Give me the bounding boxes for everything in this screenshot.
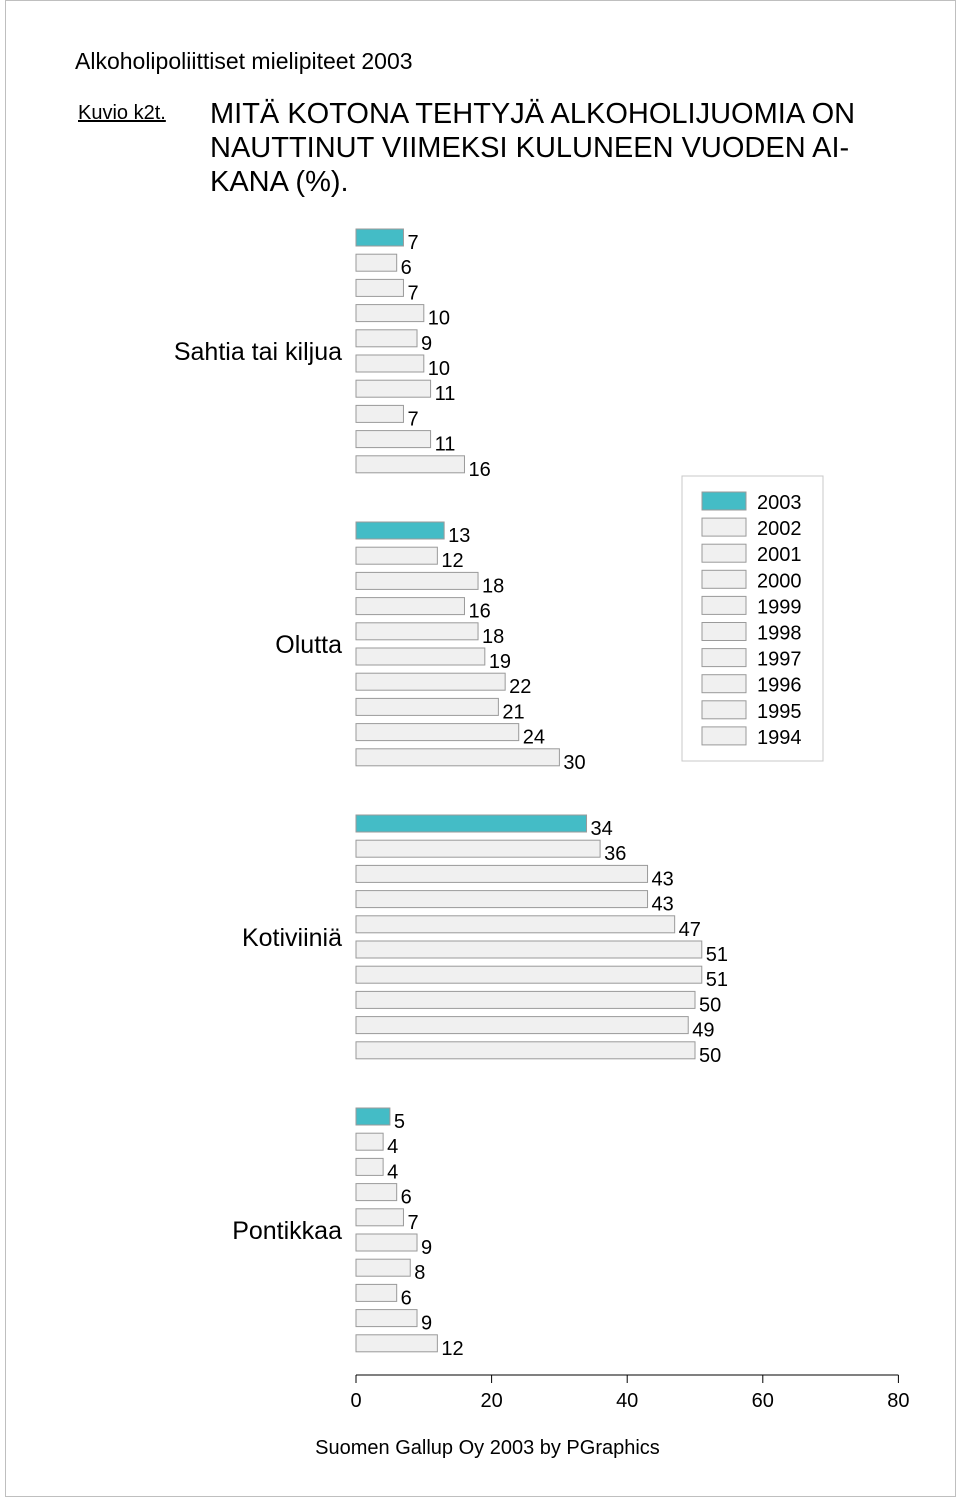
bar bbox=[356, 1133, 383, 1150]
data-label: 6 bbox=[400, 1186, 412, 1209]
x-tick-label: 0 bbox=[350, 1390, 362, 1412]
data-label: 22 bbox=[509, 676, 532, 699]
x-tick-label: 20 bbox=[480, 1390, 503, 1412]
bar bbox=[356, 1259, 410, 1276]
legend-swatch bbox=[702, 727, 746, 745]
legend-label: 2003 bbox=[757, 492, 802, 514]
bar bbox=[356, 456, 464, 473]
bar bbox=[356, 1310, 417, 1327]
bar bbox=[356, 355, 424, 372]
bar bbox=[356, 1042, 695, 1059]
legend-swatch bbox=[702, 675, 746, 693]
data-label: 16 bbox=[468, 458, 491, 481]
bar bbox=[356, 547, 437, 564]
bar bbox=[356, 1158, 383, 1175]
chart-title: MITÄ KOTONA TEHTYJÄ ALKOHOLIJUOMIA ON NAUTTINUT VIIMEKSI KULUNEEN VUODEN AI-KANA (%). bbox=[210, 98, 856, 198]
legend-swatch bbox=[702, 623, 746, 641]
data-label: 43 bbox=[651, 868, 674, 891]
category-label: Sahtia tai kiljua bbox=[173, 337, 342, 366]
bar bbox=[356, 330, 417, 347]
bar bbox=[356, 1184, 397, 1201]
x-tick-label: 60 bbox=[751, 1390, 774, 1412]
data-label: 6 bbox=[400, 257, 412, 280]
x-tick-label: 40 bbox=[616, 1390, 639, 1412]
page-header: Alkoholipoliittiset mielipiteet 2003 bbox=[75, 48, 413, 74]
data-label: 18 bbox=[482, 625, 505, 648]
data-label: 4 bbox=[387, 1136, 399, 1159]
data-label: 50 bbox=[699, 1044, 722, 1067]
bar bbox=[356, 572, 478, 589]
legend-swatch bbox=[702, 649, 746, 667]
data-label: 12 bbox=[441, 1337, 464, 1360]
legend-swatch bbox=[702, 596, 746, 614]
data-label: 43 bbox=[651, 893, 674, 916]
bar bbox=[356, 1017, 688, 1034]
category-label: Kotiviiniä bbox=[241, 923, 342, 952]
data-label: 11 bbox=[434, 433, 456, 456]
bar bbox=[356, 941, 702, 958]
bar bbox=[356, 1335, 437, 1352]
bar bbox=[356, 840, 600, 857]
data-label: 34 bbox=[590, 818, 613, 840]
data-label: 12 bbox=[441, 550, 464, 573]
data-label: 7 bbox=[407, 232, 419, 254]
bar bbox=[356, 305, 424, 322]
data-label: 16 bbox=[468, 600, 491, 623]
bar bbox=[356, 865, 648, 882]
data-label: 8 bbox=[414, 1262, 426, 1285]
bar bbox=[356, 698, 498, 715]
bar bbox=[356, 254, 397, 271]
bar bbox=[356, 380, 431, 397]
bar bbox=[356, 648, 485, 665]
data-label: 49 bbox=[692, 1019, 715, 1042]
bar bbox=[356, 431, 431, 448]
bar bbox=[356, 673, 505, 690]
bar bbox=[356, 522, 444, 539]
data-label: 30 bbox=[563, 751, 586, 774]
data-label: 9 bbox=[421, 332, 433, 355]
legend-swatch bbox=[702, 570, 746, 588]
figure-id: Kuvio k2t. bbox=[78, 102, 166, 124]
bar bbox=[356, 1209, 403, 1226]
bar bbox=[356, 598, 464, 615]
legend-label: 1994 bbox=[757, 726, 802, 749]
category-label: Pontikkaa bbox=[232, 1216, 342, 1245]
bar bbox=[356, 1108, 390, 1125]
data-label: 9 bbox=[421, 1312, 433, 1335]
bar bbox=[356, 724, 519, 741]
data-label: 9 bbox=[421, 1237, 433, 1259]
data-label: 4 bbox=[387, 1161, 399, 1184]
data-label: 10 bbox=[427, 358, 451, 380]
legend-label: 2001 bbox=[757, 544, 802, 567]
bar bbox=[356, 749, 559, 766]
data-label: 13 bbox=[448, 525, 471, 547]
legend-label: 1997 bbox=[757, 648, 802, 671]
bar bbox=[356, 1284, 397, 1301]
data-label: 21 bbox=[502, 701, 525, 724]
x-tick-label: 80 bbox=[887, 1390, 910, 1412]
data-label: 18 bbox=[482, 575, 505, 598]
data-label: 10 bbox=[427, 307, 451, 330]
legend-label: 2002 bbox=[757, 518, 802, 541]
data-label: 11 bbox=[434, 383, 456, 406]
bar bbox=[356, 279, 403, 296]
bar bbox=[356, 966, 702, 983]
legend-label: 2000 bbox=[757, 570, 802, 593]
bar bbox=[356, 405, 403, 422]
bar bbox=[356, 623, 478, 640]
data-label: 50 bbox=[699, 994, 722, 1017]
data-label: 7 bbox=[407, 1211, 419, 1234]
legend-label: 1998 bbox=[757, 622, 802, 645]
bar bbox=[356, 916, 675, 933]
legend-label: 1995 bbox=[757, 700, 802, 723]
data-label: 7 bbox=[407, 408, 419, 431]
bar bbox=[356, 1234, 417, 1251]
bar bbox=[356, 991, 695, 1008]
data-label: 47 bbox=[678, 918, 701, 941]
data-label: 6 bbox=[400, 1287, 412, 1310]
data-label: 5 bbox=[393, 1111, 406, 1133]
data-label: 51 bbox=[705, 944, 729, 966]
data-label: 51 bbox=[705, 969, 729, 992]
legend-swatch bbox=[702, 544, 746, 562]
bar bbox=[356, 229, 403, 246]
source-note: Suomen Gallup Oy 2003 by PGraphics bbox=[315, 1437, 660, 1459]
data-label: 24 bbox=[522, 726, 545, 749]
data-label: 7 bbox=[407, 282, 419, 305]
bar bbox=[356, 815, 587, 832]
category-label: Olutta bbox=[275, 630, 342, 659]
legend-swatch bbox=[702, 518, 746, 536]
legend-label: 1996 bbox=[757, 674, 802, 697]
legend-swatch bbox=[702, 701, 746, 719]
bar bbox=[356, 891, 648, 908]
legend-label: 1999 bbox=[757, 596, 802, 619]
data-label: 19 bbox=[488, 651, 512, 673]
data-label: 36 bbox=[604, 843, 627, 866]
legend-swatch bbox=[702, 492, 746, 510]
